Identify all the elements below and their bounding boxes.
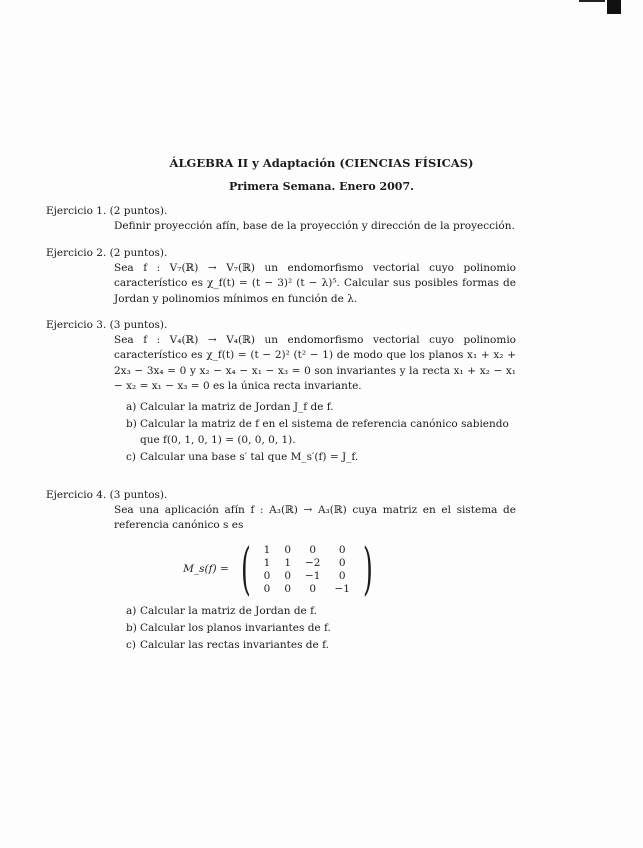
- sub-question-text: Calcular los planos invariantes de f.: [140, 621, 331, 634]
- sub-question-text: Calcular una base s′ tal que M_s′(f) = J_f.: [140, 450, 359, 463]
- sub-question-label: b): [126, 418, 137, 431]
- matrix-cell: 1: [263, 543, 271, 556]
- exercise-statement: Sea f : V₄(ℝ) → V₄(ℝ) un endomorfismo vectorial cuyo polinomio característico es χ_f(t) = (t − 2)² (t² − 1) de modo que los planos x₁ + x₂ + 2x₃ − 3x₄ = 0 y x₂ − x₄ − x₁ − x₃ = 0 son invariantes y la recta x₁ + x₂ − x₁ − x₂ = x₁ − x₃ = 0 es la única recta invariante.: [114, 334, 516, 392]
- sub-question: [126, 450, 516, 465]
- matrix-cell: −1: [334, 582, 350, 595]
- exercise-4: [46, 488, 516, 655]
- sub-question-text: Calcular las rectas invariantes de f.: [140, 639, 329, 652]
- sub-question-text: Calcular la matriz de f en el sistema de referencia canónico sabiendo que f(0, 1, 0, 1) = (0, 0, 0, 1).: [140, 418, 509, 446]
- sub-question: [126, 400, 516, 415]
- matrix-cell: 0: [284, 582, 291, 595]
- matrix-cell: 0: [338, 543, 346, 556]
- matrix-cell: −1: [305, 569, 321, 582]
- sub-question: [126, 638, 516, 653]
- right-paren: ): [362, 536, 373, 602]
- exercise-statement: Sea una aplicación afín f : A₃(ℝ) → A₃(ℝ) cuya matriz en el sistema de referencia canónico s es: [114, 504, 516, 532]
- matrix-cell: 1: [263, 556, 271, 569]
- matrix-cell: 0: [338, 569, 346, 582]
- sub-question-label: a): [126, 401, 137, 414]
- exercise-statement: Definir proyección afín, base de la proyección y dirección de la proyección.: [114, 220, 515, 233]
- matrix-cell: 0: [284, 569, 291, 582]
- left-paren: (: [240, 536, 251, 602]
- matrix-row: [257, 583, 357, 596]
- sub-question-text: Calcular la matriz de Jordan J_f de f.: [140, 401, 334, 414]
- page-title: ÁLGEBRA II y Adaptación (CIENCIAS FÍSICAS): [169, 156, 474, 170]
- matrix: [257, 544, 357, 596]
- exercise-statement: Sea f : V₇(ℝ) → V₇(ℝ) un endomorfismo vectorial cuyo polinomio característico es χ_f(t) = (t − 3)² (t − λ)⁵. Calcular sus posibles formas de Jordan y polinomios mínimos en función de λ.: [114, 262, 516, 305]
- scan-edge-mark: [579, 0, 605, 2]
- sub-question: [126, 417, 516, 447]
- matrix-row: [257, 544, 357, 557]
- sub-question: [126, 604, 516, 619]
- matrix-cell: 0: [284, 543, 291, 556]
- sub-question-list: [126, 604, 516, 654]
- scan-corner-mark: [607, 0, 621, 14]
- matrix-cell: −2: [305, 556, 321, 569]
- matrix-row: [257, 570, 357, 583]
- exercise-heading: Ejercicio 1. (2 puntos).: [46, 205, 168, 217]
- sub-question: [126, 621, 516, 636]
- sub-question-text: Calcular la matriz de Jordan de f.: [140, 604, 317, 617]
- matrix-cell: 0: [309, 582, 317, 595]
- matrix-cell: 0: [338, 556, 346, 569]
- matrix-cell: 0: [309, 543, 317, 556]
- page-subtitle: Primera Semana. Enero 2007.: [229, 180, 414, 193]
- sub-question-label: c): [126, 639, 136, 652]
- sub-question-label: b): [126, 621, 137, 634]
- sub-question-label: a): [126, 604, 137, 617]
- sub-question-label: c): [126, 450, 136, 463]
- exercise-3: [46, 318, 516, 467]
- exercise-heading: Ejercicio 4. (3 puntos).: [46, 489, 168, 501]
- exercise-1: [46, 204, 516, 234]
- exercise-heading: Ejercicio 2. (2 puntos).: [46, 247, 168, 259]
- sub-question-list: [126, 400, 516, 465]
- matrix-cell: 1: [284, 556, 291, 569]
- exercise-heading: Ejercicio 3. (3 puntos).: [46, 319, 168, 331]
- matrix-label: M_s(f) =: [183, 563, 229, 576]
- matrix-cell: 0: [263, 582, 271, 595]
- matrix-cell: 0: [263, 569, 271, 582]
- matrix-row: [257, 557, 357, 570]
- matrix-equation: [46, 536, 516, 602]
- exercise-2: [46, 246, 516, 307]
